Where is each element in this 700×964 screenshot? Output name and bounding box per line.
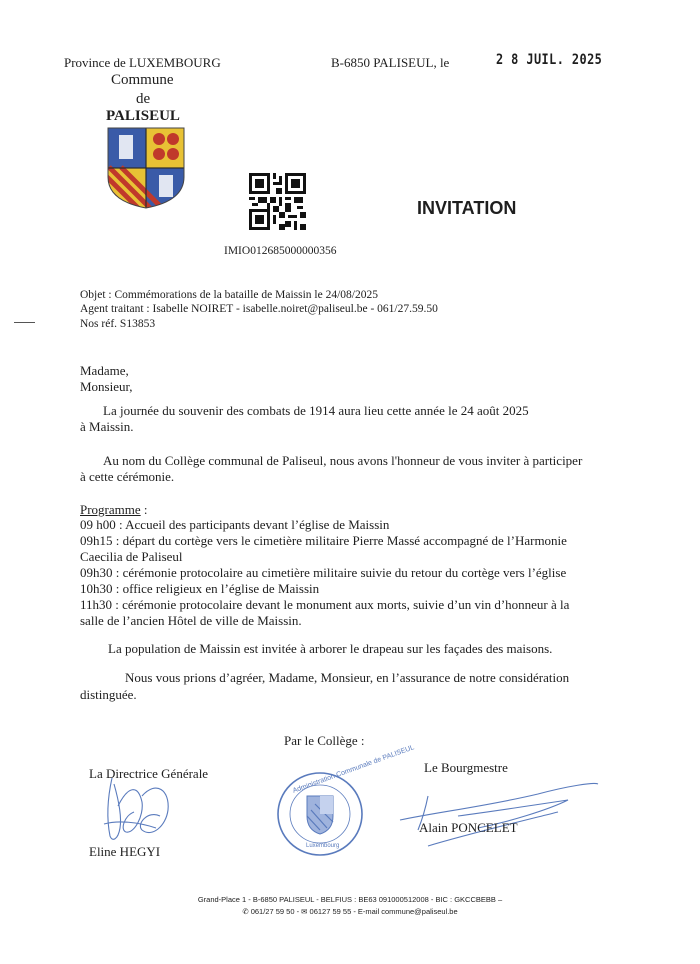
directrice-title: La Directrice Générale — [89, 766, 209, 781]
par-le-college: Par le Collège : — [284, 733, 365, 748]
objet-line: Objet : Commémorations de la bataille de Maissin le 24/08/2025 — [80, 289, 378, 301]
commune-name: PALISEUL — [106, 108, 180, 124]
programme-item: salle de l’ancien Hôtel de ville de Maissin. — [80, 613, 302, 628]
reference-line: Nos réf. S13853 — [80, 318, 156, 330]
seal-text-bottom: Luxembourg — [306, 843, 340, 849]
salutation-monsieur: Monsieur, — [80, 379, 133, 394]
programme-item: 09h30 : cérémonie protocolaire au cimetière militaire suivie du retour du cortège vers l’église — [80, 565, 567, 580]
seal-text-top: Administration Communale de PALISEUL — [291, 744, 416, 795]
paragraph-4-line-2: distinguée. — [80, 687, 137, 702]
programme-item: 10h30 : office religieux en l’église de Maissin — [80, 581, 320, 596]
paragraph-1-line-2: à Maissin. — [80, 419, 134, 434]
paragraph-1-line-1: La journée du souvenir des combats de 1914 aura lieu cette année le 24 août 2025 — [103, 403, 529, 418]
paragraph-3: La population de Maissin est invitée à arborer le drapeau sur les façades des maisons. — [108, 641, 553, 656]
programme-title: Programme — [80, 502, 141, 517]
paragraph-2-line-2: à cette cérémonie. — [80, 469, 175, 484]
bourgmestre-name: Alain PONCELET — [419, 820, 518, 835]
salutation-madame: Madame, — [80, 363, 129, 378]
paragraph-2-line-1: Au nom du Collège communal de Paliseul, nous avons l'honneur de vous inviter à participer — [103, 453, 583, 468]
footer-contact-line: ✆ 061/27 59 50 - ✉ 06127 59 55 - E-mail commune@paliseul.be — [242, 907, 458, 916]
programme-item: 11h30 : cérémonie protocolaire devant le monument aux morts, suivie d’un vin d’honneur à la — [80, 597, 570, 612]
document-title: INVITATION — [417, 198, 517, 218]
programme-item: Caecilia de Paliseul — [80, 549, 183, 564]
qr-code — [249, 173, 306, 230]
province-label: Province de LUXEMBOURG — [64, 55, 221, 70]
bourgmestre-title: Le Bourgmestre — [424, 760, 508, 775]
coat-of-arms — [107, 127, 185, 209]
commune-label: Commune — [111, 72, 174, 88]
bourgmestre-signature — [398, 776, 603, 852]
de-label: de — [136, 91, 151, 107]
fold-mark — [14, 322, 35, 323]
date-stamp: 2 8 JUIL. 2025 — [496, 52, 603, 68]
directrice-name: Eline HEGYI — [89, 844, 161, 859]
document-id: IMIO012685000000356 — [224, 245, 337, 257]
programme-item: 09h15 : départ du cortège vers le cimetière militaire Pierre Massé accompagné de l’Harmonie — [80, 533, 567, 548]
agent-line: Agent traitant : Isabelle NOIRET - isabelle.noiret@paliseul.be - 061/27.59.50 — [80, 303, 438, 315]
programme-item: 09 h00 : Accueil des participants devant l’église de Maissin — [80, 517, 390, 532]
paragraph-4-line-1: Nous vous prions d’agréer, Madame, Monsieur, en l’assurance de notre considération — [125, 670, 570, 685]
programme-colon: : — [140, 502, 148, 517]
place-date-label: B-6850 PALISEUL, le — [331, 55, 450, 70]
directrice-signature — [98, 776, 180, 846]
footer-address-line: Grand-Place 1 - B-6850 PALISEUL - BELFIUS : BE63 091000512008 - BIC : GKCCBEBB – — [197, 895, 503, 904]
footer — [150, 894, 550, 918]
programme-heading — [80, 502, 148, 518]
